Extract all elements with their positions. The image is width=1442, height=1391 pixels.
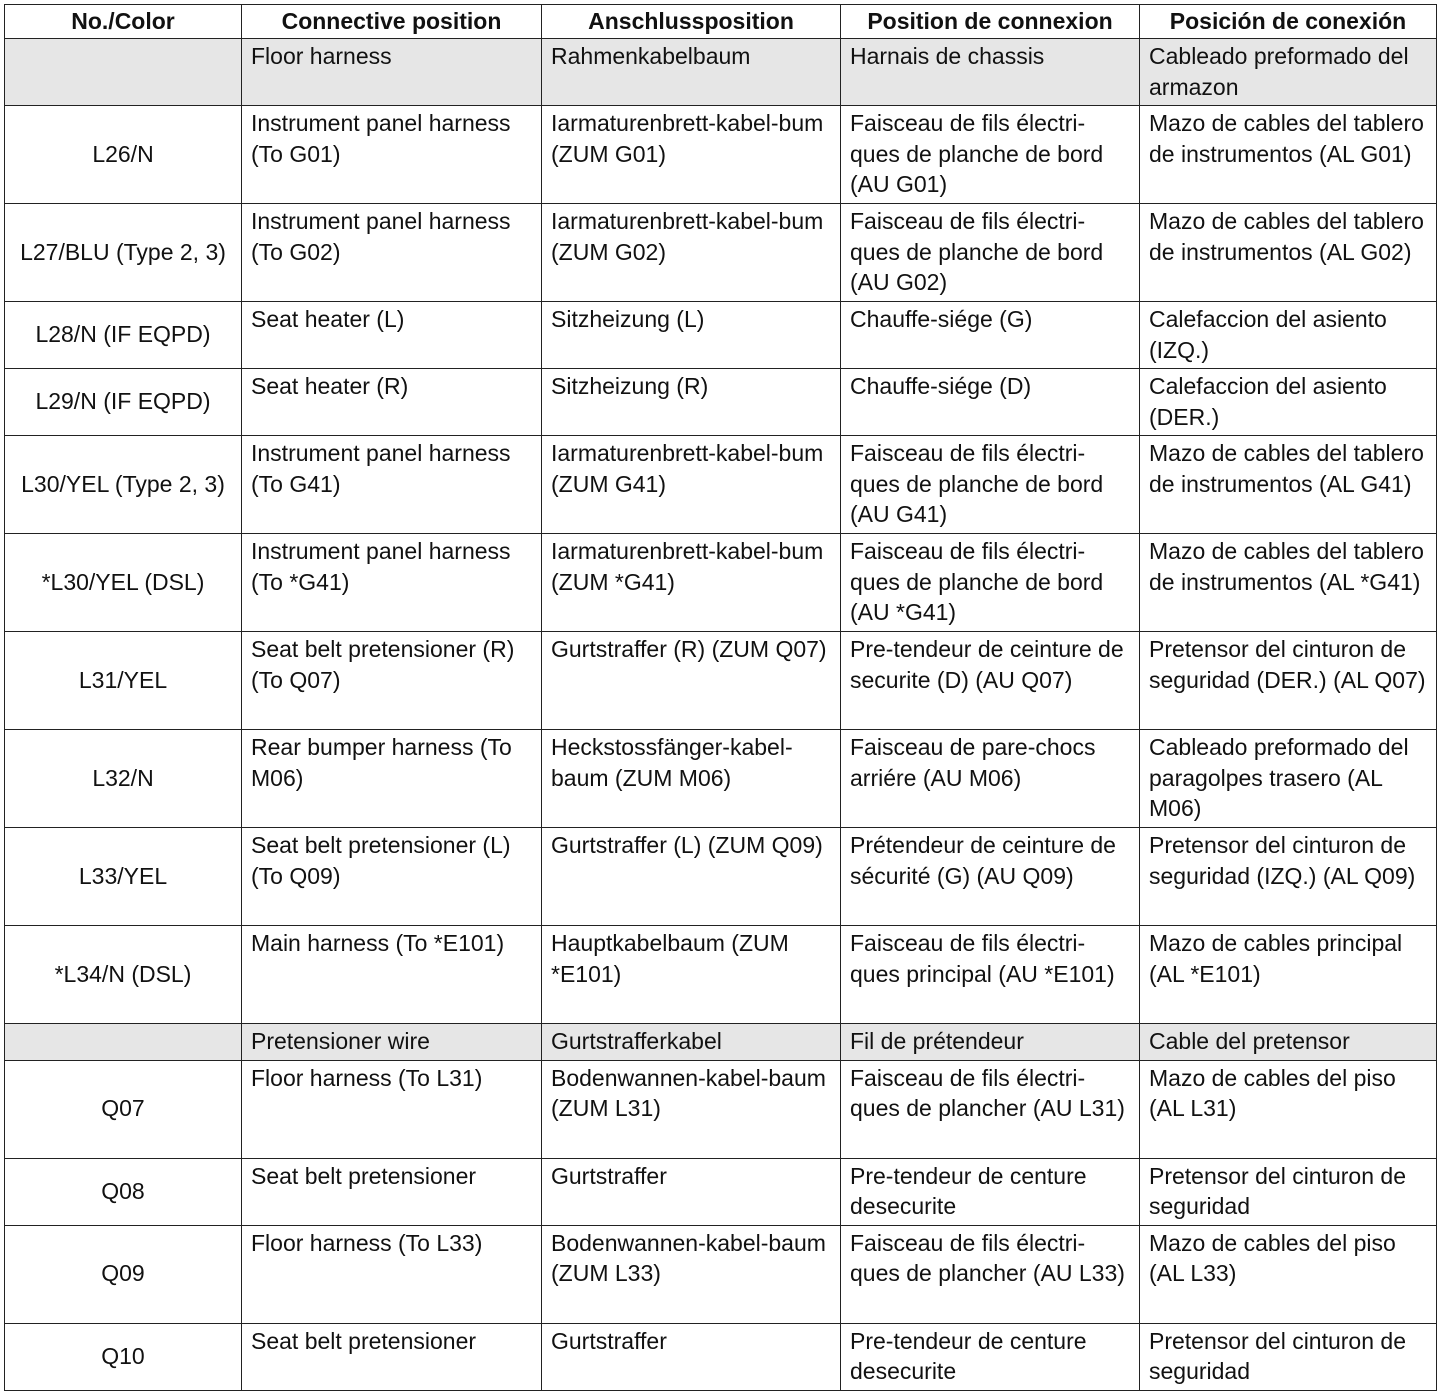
cell-no-color: *L34/N (DSL): [5, 926, 242, 1024]
cell-connective-position: Instrument panel harness (To G01): [242, 106, 542, 204]
cell-position-de-connexion: Faisceau de fils électri-ques principal (AU *E101): [841, 926, 1140, 1024]
table-row: [5, 369, 1437, 436]
cell-no-color: L32/N: [5, 730, 242, 828]
cell-anschlussposition: Sitzheizung (R): [542, 369, 841, 436]
table-row: [5, 204, 1437, 302]
cell-posicion-de-conexion: Mazo de cables del tablero de instrumentos (AL G02): [1140, 204, 1437, 302]
table-row: [5, 1158, 1437, 1225]
cell-connective-position: Floor harness (To L31): [242, 1060, 542, 1158]
cell-posicion-de-conexion: Cable del pretensor: [1140, 1024, 1437, 1061]
cell-anschlussposition: Rahmenkabelbaum: [542, 39, 841, 106]
cell-anschlussposition: Hauptkabelbaum (ZUM *E101): [542, 926, 841, 1024]
table-row: [5, 730, 1437, 828]
cell-anschlussposition: Iarmaturenbrett-kabel-bum (ZUM *G41): [542, 534, 841, 632]
cell-position-de-connexion: Prétendeur de ceinture de sécurité (G) (AU Q09): [841, 828, 1140, 926]
cell-connective-position: Seat heater (R): [242, 369, 542, 436]
cell-anschlussposition: Gurtstrafferkabel: [542, 1024, 841, 1061]
cell-posicion-de-conexion: Cableado preformado del paragolpes trasero (AL M06): [1140, 730, 1437, 828]
cell-connective-position: Floor harness (To L33): [242, 1225, 542, 1323]
table-row: [5, 534, 1437, 632]
cell-anschlussposition: Gurtstraffer: [542, 1323, 841, 1390]
cell-connective-position: Instrument panel harness (To *G41): [242, 534, 542, 632]
cell-connective-position: Seat belt pretensioner: [242, 1158, 542, 1225]
cell-position-de-connexion: Chauffe-siége (G): [841, 302, 1140, 369]
cell-no-color: L31/YEL: [5, 632, 242, 730]
cell-no-color: L27/BLU (Type 2, 3): [5, 204, 242, 302]
header-position-de-connexion: Position de connexion: [841, 5, 1140, 39]
header-connective-position: Connective position: [242, 5, 542, 39]
cell-posicion-de-conexion: Pretensor del cinturon de seguridad (IZQ.) (AL Q09): [1140, 828, 1437, 926]
cell-connective-position: Instrument panel harness (To G41): [242, 436, 542, 534]
section-row-pretensioner-wire: [5, 1024, 1437, 1061]
cell-position-de-connexion: Faisceau de fils électri-ques de plancher (AU L33): [841, 1225, 1140, 1323]
cell-no-color: L33/YEL: [5, 828, 242, 926]
table-row: [5, 926, 1437, 1024]
table-row: [5, 1323, 1437, 1390]
cell-no-color: Q09: [5, 1225, 242, 1323]
cell-connective-position: Seat heater (L): [242, 302, 542, 369]
table-row: [5, 106, 1437, 204]
cell-posicion-de-conexion: Pretensor del cinturon de seguridad: [1140, 1158, 1437, 1225]
header-anschlussposition: Anschlussposition: [542, 5, 841, 39]
header-no-color: No./Color: [5, 5, 242, 39]
cell-no-color: Q10: [5, 1323, 242, 1390]
cell-connective-position: Floor harness: [242, 39, 542, 106]
cell-position-de-connexion: Faisceau de fils électri-ques de planche de bord (AU *G41): [841, 534, 1140, 632]
connector-table: [4, 4, 1437, 1391]
cell-position-de-connexion: Faisceau de fils électri-ques de planche de bord (AU G02): [841, 204, 1140, 302]
cell-position-de-connexion: Pre-tendeur de centure desecurite: [841, 1323, 1140, 1390]
cell-position-de-connexion: Faisceau de fils électri-ques de planche de bord (AU G01): [841, 106, 1140, 204]
cell-position-de-connexion: Faisceau de fils électri-ques de plancher (AU L31): [841, 1060, 1140, 1158]
cell-position-de-connexion: Chauffe-siége (D): [841, 369, 1140, 436]
cell-anschlussposition: Sitzheizung (L): [542, 302, 841, 369]
cell-position-de-connexion: Pre-tendeur de ceinture de securite (D) (AU Q07): [841, 632, 1140, 730]
cell-no-color: L28/N (IF EQPD): [5, 302, 242, 369]
cell-no-color: L29/N (IF EQPD): [5, 369, 242, 436]
table-row: [5, 828, 1437, 926]
cell-position-de-connexion: Fil de prétendeur: [841, 1024, 1140, 1061]
cell-no-color: Q08: [5, 1158, 242, 1225]
cell-no-color: Q07: [5, 1060, 242, 1158]
cell-posicion-de-conexion: Cableado preformado del armazon: [1140, 39, 1437, 106]
cell-no-color: *L30/YEL (DSL): [5, 534, 242, 632]
cell-posicion-de-conexion: Pretensor del cinturon de seguridad (DER.) (AL Q07): [1140, 632, 1437, 730]
table-row: [5, 302, 1437, 369]
header-posicion-de-conexion: Posición de conexión: [1140, 5, 1437, 39]
cell-anschlussposition: Gurtstraffer (R) (ZUM Q07): [542, 632, 841, 730]
section-row-floor-harness: [5, 39, 1437, 106]
cell-connective-position: Seat belt pretensioner (L) (To Q09): [242, 828, 542, 926]
cell-anschlussposition: Gurtstraffer (L) (ZUM Q09): [542, 828, 841, 926]
table-row: [5, 1225, 1437, 1323]
cell-position-de-connexion: Harnais de chassis: [841, 39, 1140, 106]
cell-posicion-de-conexion: Mazo de cables del tablero de instrumentos (AL G01): [1140, 106, 1437, 204]
cell-anschlussposition: Gurtstraffer: [542, 1158, 841, 1225]
cell-anschlussposition: Iarmaturenbrett-kabel-bum (ZUM G01): [542, 106, 841, 204]
cell-position-de-connexion: Faisceau de fils électri-ques de planche de bord (AU G41): [841, 436, 1140, 534]
cell-anschlussposition: Bodenwannen-kabel-baum (ZUM L31): [542, 1060, 841, 1158]
header-row: [5, 5, 1437, 39]
cell-no-color: L30/YEL (Type 2, 3): [5, 436, 242, 534]
cell-position-de-connexion: Pre-tendeur de centure desecurite: [841, 1158, 1140, 1225]
table-row: [5, 632, 1437, 730]
cell-posicion-de-conexion: Mazo de cables del tablero de instrumentos (AL *G41): [1140, 534, 1437, 632]
cell-connective-position: Main harness (To *E101): [242, 926, 542, 1024]
cell-connective-position: Instrument panel harness (To G02): [242, 204, 542, 302]
cell-posicion-de-conexion: Mazo de cables del tablero de instrumentos (AL G41): [1140, 436, 1437, 534]
cell-no-color: [5, 1024, 242, 1061]
cell-posicion-de-conexion: Mazo de cables del piso (AL L31): [1140, 1060, 1437, 1158]
cell-connective-position: Rear bumper harness (To M06): [242, 730, 542, 828]
cell-anschlussposition: Iarmaturenbrett-kabel-bum (ZUM G41): [542, 436, 841, 534]
cell-posicion-de-conexion: Mazo de cables principal (AL *E101): [1140, 926, 1437, 1024]
cell-anschlussposition: Heckstossfänger-kabel-baum (ZUM M06): [542, 730, 841, 828]
cell-posicion-de-conexion: Pretensor del cinturon de seguridad: [1140, 1323, 1437, 1390]
cell-posicion-de-conexion: Mazo de cables del piso (AL L33): [1140, 1225, 1437, 1323]
table-row: [5, 436, 1437, 534]
cell-connective-position: Seat belt pretensioner (R) (To Q07): [242, 632, 542, 730]
cell-posicion-de-conexion: Calefaccion del asiento (IZQ.): [1140, 302, 1437, 369]
cell-connective-position: Pretensioner wire: [242, 1024, 542, 1061]
cell-no-color: L26/N: [5, 106, 242, 204]
cell-anschlussposition: Iarmaturenbrett-kabel-bum (ZUM G02): [542, 204, 841, 302]
cell-no-color: [5, 39, 242, 106]
table-row: [5, 1060, 1437, 1158]
cell-position-de-connexion: Faisceau de pare-chocs arriére (AU M06): [841, 730, 1140, 828]
cell-connective-position: Seat belt pretensioner: [242, 1323, 542, 1390]
cell-posicion-de-conexion: Calefaccion del asiento (DER.): [1140, 369, 1437, 436]
cell-anschlussposition: Bodenwannen-kabel-baum (ZUM L33): [542, 1225, 841, 1323]
